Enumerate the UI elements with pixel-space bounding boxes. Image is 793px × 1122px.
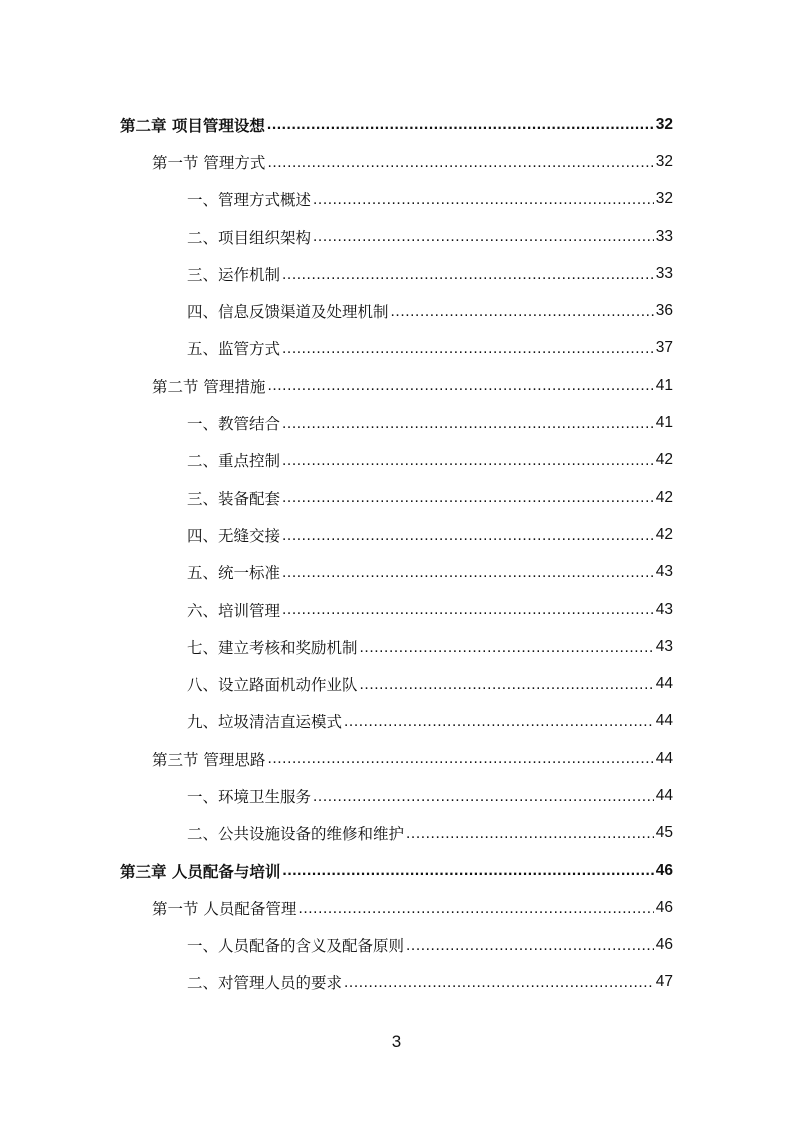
- toc-entry-page: 42: [655, 525, 673, 543]
- toc-entry-title: 三、装备配套: [187, 489, 281, 508]
- toc-entry-page: 47: [655, 973, 673, 991]
- toc-entry-page: 43: [655, 600, 673, 618]
- dot-leader: [282, 602, 654, 618]
- toc-subsection[interactable]: [0, 815, 793, 852]
- toc-entry-title: 九、垃圾清洁直运模式: [187, 713, 343, 732]
- toc-entry-page: 44: [655, 675, 673, 693]
- dot-leader: [282, 341, 654, 357]
- toc-entry-page: 44: [655, 712, 673, 730]
- toc-subsection[interactable]: [0, 777, 793, 814]
- toc-chapter[interactable]: [0, 852, 793, 889]
- toc-section[interactable]: [0, 143, 793, 180]
- toc-entry-page: 46: [655, 898, 673, 916]
- dot-leader: [344, 975, 654, 991]
- toc-subsection[interactable]: [0, 404, 793, 441]
- toc-entry-title: 三、运作机制: [187, 265, 281, 284]
- dot-leader: [406, 826, 654, 842]
- toc-subsection[interactable]: [0, 181, 793, 218]
- toc-entry-title: 五、统一标准: [187, 564, 281, 583]
- toc-entry-title: 一、环境卫生服务: [187, 787, 312, 806]
- toc-entry-page: 46: [655, 936, 673, 954]
- toc-subsection[interactable]: [0, 554, 793, 591]
- toc-section[interactable]: [0, 367, 793, 404]
- toc-entry-title: 一、管理方式概述: [187, 191, 312, 210]
- toc-entry-page: 32: [655, 152, 673, 170]
- toc-entry-title: 五、监管方式: [187, 340, 281, 359]
- toc-subsection[interactable]: [0, 628, 793, 665]
- toc-entry-title: 七、建立考核和奖励机制: [187, 638, 358, 657]
- toc-entry-page: 32: [655, 115, 673, 133]
- toc-subsection[interactable]: [0, 516, 793, 553]
- toc-subsection[interactable]: [0, 591, 793, 628]
- toc-entry-title: 二、重点控制: [187, 452, 281, 471]
- toc-subsection[interactable]: [0, 255, 793, 292]
- toc-entry-title: 二、公共设施设备的维修和维护: [187, 825, 405, 844]
- toc-entry-title: 第三节 管理思路: [152, 750, 266, 769]
- page-number: 3: [391, 1032, 402, 1051]
- toc-subsection[interactable]: [0, 330, 793, 367]
- dot-leader: [298, 900, 653, 916]
- toc-entry-title: 二、对管理人员的要求: [187, 974, 343, 993]
- toc-subsection[interactable]: [0, 665, 793, 702]
- dot-leader: [282, 863, 653, 879]
- toc-chapter[interactable]: [0, 106, 793, 143]
- table-of-contents: [0, 106, 793, 1001]
- dot-leader: [282, 415, 654, 431]
- dot-leader: [282, 266, 654, 282]
- toc-entry-title: 第二节 管理措施: [152, 377, 266, 396]
- toc-entry-page: 42: [655, 451, 673, 469]
- toc-entry-title: 四、信息反馈渠道及处理机制: [187, 303, 389, 322]
- toc-subsection[interactable]: [0, 703, 793, 740]
- toc-subsection[interactable]: [0, 479, 793, 516]
- toc-entry-title: 一、人员配备的含义及配备原则: [187, 937, 405, 956]
- dot-leader: [282, 490, 654, 506]
- toc-entry-page: 44: [655, 786, 673, 804]
- toc-entry-title: 六、培训管理: [187, 601, 281, 620]
- toc-entry-title: 第二章 项目管理设想: [120, 116, 265, 135]
- toc-entry-title: 第三章 人员配备与培训: [120, 862, 281, 881]
- dot-leader: [313, 191, 654, 207]
- toc-subsection[interactable]: [0, 442, 793, 479]
- dot-leader: [313, 788, 654, 804]
- toc-entry-page: 41: [655, 414, 673, 432]
- dot-leader: [360, 639, 654, 655]
- dot-leader: [267, 378, 653, 394]
- dot-leader: [267, 751, 653, 767]
- toc-entry-page: 33: [655, 264, 673, 282]
- dot-leader: [267, 117, 654, 133]
- toc-section[interactable]: [0, 889, 793, 926]
- toc-entry-title: 第一节 管理方式: [152, 153, 266, 172]
- toc-entry-title: 第一节 人员配备管理: [152, 899, 297, 918]
- toc-entry-page: 46: [655, 861, 673, 879]
- toc-entry-page: 36: [655, 302, 673, 320]
- dot-leader: [391, 303, 654, 319]
- dot-leader: [267, 154, 653, 170]
- dot-leader: [360, 676, 654, 692]
- toc-subsection[interactable]: [0, 292, 793, 329]
- toc-subsection[interactable]: [0, 927, 793, 964]
- toc-entry-page: 37: [655, 339, 673, 357]
- toc-entry-page: 32: [655, 190, 673, 208]
- toc-entry-title: 一、教管结合: [187, 415, 281, 434]
- toc-entry-page: 42: [655, 488, 673, 506]
- dot-leader: [282, 527, 654, 543]
- toc-entry-page: 33: [655, 227, 673, 245]
- toc-entry-page: 45: [655, 824, 673, 842]
- dot-leader: [313, 229, 654, 245]
- toc-entry-page: 41: [655, 376, 673, 394]
- toc-entry-page: 43: [655, 637, 673, 655]
- toc-entry-page: 44: [655, 749, 673, 767]
- toc-entry-title: 四、无缝交接: [187, 526, 281, 545]
- dot-leader: [406, 937, 654, 953]
- toc-entry-page: 43: [655, 563, 673, 581]
- toc-subsection[interactable]: [0, 964, 793, 1001]
- dot-leader: [282, 453, 654, 469]
- toc-entry-title: 二、项目组织架构: [187, 228, 312, 247]
- toc-subsection[interactable]: [0, 218, 793, 255]
- toc-entry-title: 八、设立路面机动作业队: [187, 676, 358, 695]
- toc-section[interactable]: [0, 740, 793, 777]
- dot-leader: [344, 714, 654, 730]
- dot-leader: [282, 564, 654, 580]
